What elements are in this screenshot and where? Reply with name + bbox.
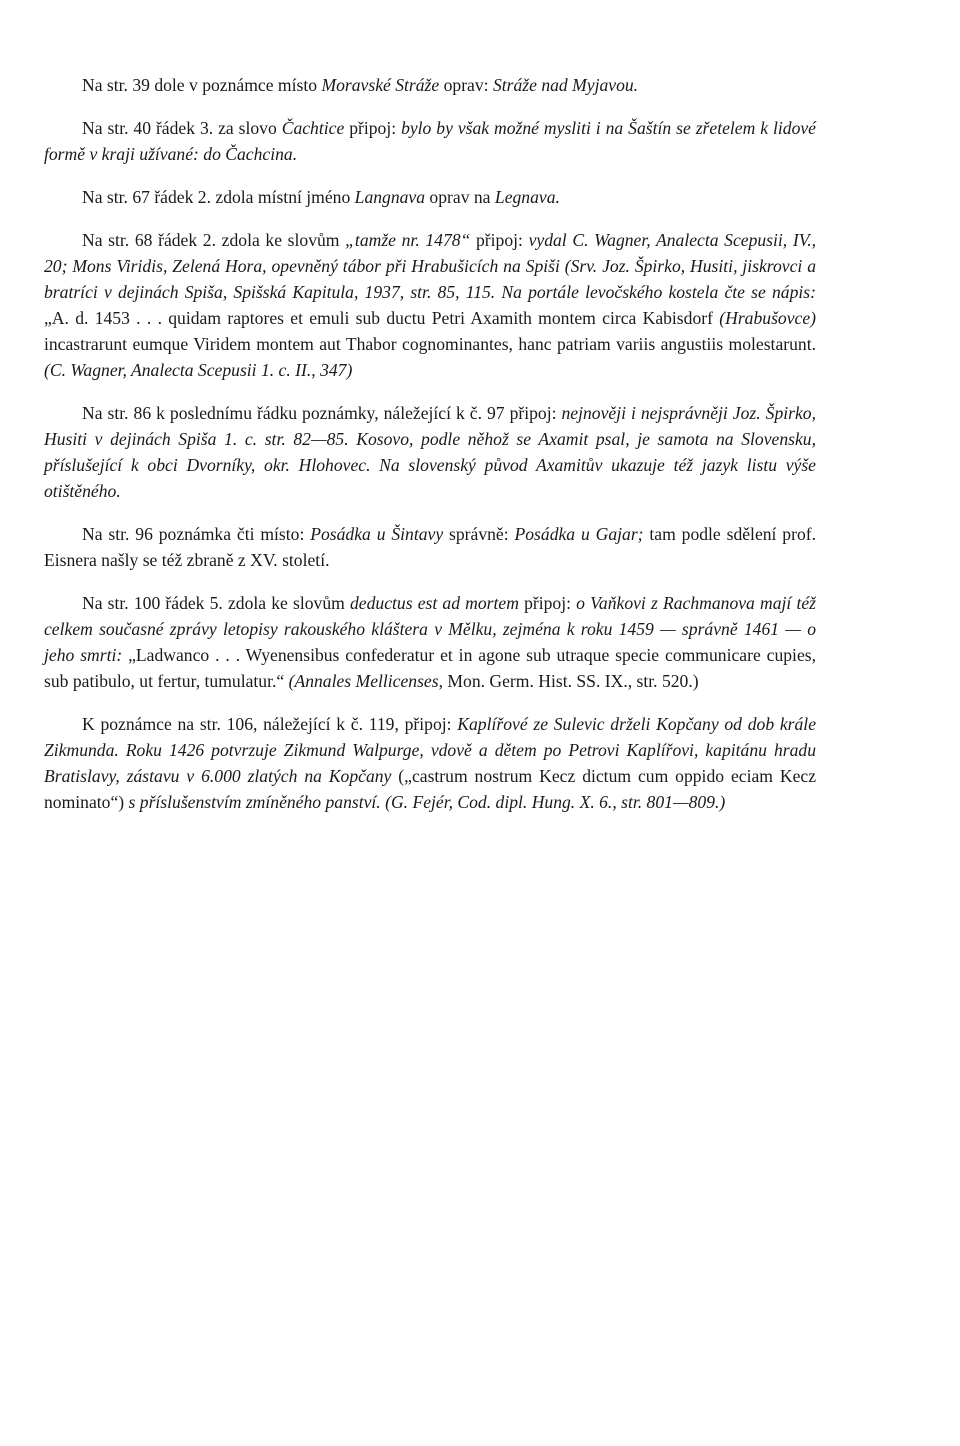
text-segment: oprav: <box>439 75 493 95</box>
text-segment: připoj: <box>344 118 402 138</box>
text-segment-italic: Kaplířové ze Sulevic drželi Kopčany od dob krále Zikmunda. Roku 1426 potvrzuje Zikmund Walpurge, vdově a dětem po Petrovi Kaplířovi, kapitánu hradu Bratislavy, zástavu v 6.000 zlatých na Kopčany <box>44 714 816 786</box>
text-segment: připoj: <box>518 593 577 613</box>
text-segment-italic: o Vaňkovi z Rachmanova mají též celkem současné zprávy letopisy rakouského kláštera v Mělku, zejména k roku 1459 — správně 1461 — o jeho smrti: <box>44 593 816 665</box>
paragraph-str-106 <box>44 711 816 815</box>
text-segment-italic: Legnava. <box>494 187 560 207</box>
text-segment: „Ladwanco . . . Wyenensibus confederatur et in agone sub utraque specie communicare cupies, sub patibulo, ut fertur, tumulatur.“ <box>44 645 817 691</box>
text-segment-italic: bylo by však možné mysliti i na Šaštín se zřetelem k lidové formě v kraji užívané: do Čachcina. <box>44 118 816 164</box>
paragraph-str-86 <box>44 400 816 504</box>
text-segment-italic: (C. Wagner, Analecta Scepusii 1. c. II., 347) <box>44 360 353 380</box>
text-segment: Na str. 40 řádek 3. za slovo <box>82 118 282 138</box>
text-segment-italic: Čachtice <box>281 118 345 138</box>
text-segment-italic: vydal C. Wagner, Analecta Scepusii, IV., 20; Mons Viridis, Zelená Hora, opevněný tábor při Hrabušicích na Spiši (Srv. Joz. Špirko, Husiti, jiskrovci a bratríci v dejinách Spiša, Spišská Kapitula, 1937, str. 85, 115. Na portále levočského kostela čte se nápis: <box>44 230 816 302</box>
paragraph-str-39 <box>44 72 816 98</box>
text-segment: Na str. 96 poznámka čti místo: <box>82 524 311 544</box>
text-segment: Na str. 68 řádek 2. zdola ke slovům <box>82 230 346 250</box>
text-segment-italic: (Hrabušovce) <box>719 308 816 328</box>
text-segment: Mon. Germ. Hist. SS. IX., str. 520.) <box>442 671 699 691</box>
text-segment: Na str. 86 k poslednímu řádku poznámky, náležející k č. 97 připoj: <box>82 403 562 423</box>
text-segment-italic: Moravské Stráže <box>321 75 440 95</box>
text-segment-italic: Stráže nad Myjavou. <box>492 75 639 95</box>
paragraph-str-68 <box>44 227 816 383</box>
text-segment-italic: deductus est ad mortem <box>350 593 519 613</box>
text-segment: Na str. 100 řádek 5. zdola ke slovům <box>82 593 350 613</box>
text-segment: připoj: <box>470 230 529 250</box>
text-segment-italic: Langnava <box>354 187 426 207</box>
text-segment: Na str. 67 řádek 2. zdola místní jméno <box>82 187 355 207</box>
text-segment: K poznámce na str. 106, náležející k č. 119, připoj: <box>82 714 458 734</box>
text-segment: incastrarunt eumque Viridem montem aut Thabor cognominantes, hanc patriam variis angustiis molestarunt. <box>44 334 816 354</box>
text-segment-italic: Posádka u Gajar; <box>514 524 644 544</box>
text-segment-italic: (Annales Mellicenses, <box>288 671 443 691</box>
text-segment: oprav na <box>425 187 495 207</box>
paragraph-str-67 <box>44 184 816 210</box>
text-segment: „A. d. 1453 . . . quidam raptores et emuli sub ductu Petri Axamith montem circa Kabisdorf <box>44 308 720 328</box>
text-segment-italic: s příslušenstvím zmíněného panství. (G. Fejér, Cod. dipl. Hung. X. 6., str. 801—809.) <box>128 792 726 812</box>
text-segment: správně: <box>443 524 515 544</box>
text-segment-italic: Posádka u Šintavy <box>310 524 444 544</box>
paragraph-str-100 <box>44 590 816 694</box>
text-segment-italic: „tamže nr. 1478“ <box>345 230 471 250</box>
text-segment: Na str. 39 dole v poznámce místo <box>82 75 322 95</box>
paragraph-str-96 <box>44 521 816 573</box>
document-body <box>44 72 816 832</box>
text-segment-italic: nejnověji i nejsprávněji Joz. Špirko, Husiti v dejinách Spiša 1. c. str. 82—85. Kosovo, podle něhož se Axamit psal, je samota na Slovensku, příslušející k obci Dvorníky, okr. Hlohovec. Na slovenský původ Axamitův ukazuje též jazyk listu výše otištěného. <box>44 403 816 501</box>
text-segment: tam podle sdělení prof. Eisnera našly se též zbraně z XV. století. <box>44 524 817 570</box>
text-segment: („castrum nostrum Kecz dictum cum oppido eciam Kecz nominato“) <box>44 766 817 812</box>
paragraph-str-40 <box>44 115 816 167</box>
